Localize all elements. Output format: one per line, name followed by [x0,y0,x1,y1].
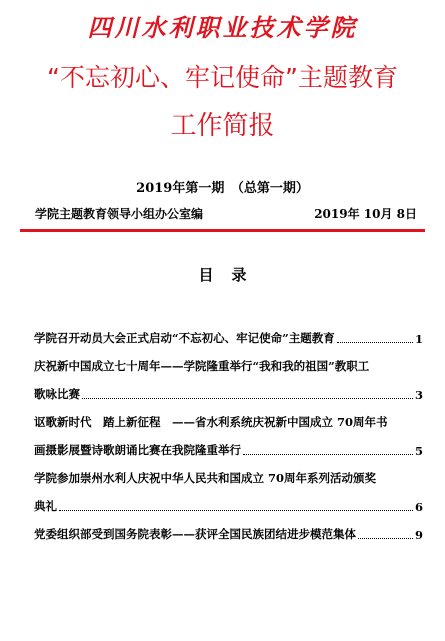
editor-row [35,205,417,222]
toc-entry[interactable] [34,346,423,374]
toc-entry-continuation[interactable] [34,486,423,514]
toc-leader-dots [59,510,413,511]
toc-entry-continuation[interactable] [34,430,423,458]
toc-entry-text: 画摄影展暨诗歌朗诵比赛在我院隆重举行 [34,443,241,457]
toc-page-number: 1 [414,332,423,346]
issue-number: 2019年第一期 （总第一期） [136,181,309,196]
toc-leader-dots [337,342,413,343]
issue-date: 2019年 10月 8日 [314,207,417,221]
toc-page-number: 9 [414,528,423,542]
toc-page-number: 3 [414,388,423,402]
red-divider [20,229,425,232]
toc-entry-text: 典礼 [34,499,57,513]
toc-page-number: 5 [414,444,423,458]
toc-leader-dots [82,398,413,399]
toc-entry-text: 学院参加崇州水利人庆祝中华人民共和国成立 70周年系列活动颁奖 [34,471,377,485]
toc-entry-continuation[interactable] [34,374,423,402]
college-name-logo: 四川水利职业技术学院 [87,13,358,42]
toc-entry-text: 讴歌新时代 踏上新征程 ——省水利系统庆祝新中国成立 70周年书 [34,415,388,429]
toc-leader-dots [358,538,413,539]
toc-entry-text: 党委组织部受到国务院表彰——获评全国民族团结进步模范集体 [34,527,356,541]
toc-entry-text: 学院召开动员大会正式启动“不忘初心、牢记使命”主题教育 [34,331,335,345]
toc-leader-dots [243,454,413,455]
table-of-contents [34,318,423,542]
briefing-title-line-1: “不忘初心、牢记使命”主题教育 [47,63,398,92]
toc-heading: 目录 [198,266,265,284]
editor-name: 学院主题教育领导小组办公室编 [35,207,204,221]
briefing-title-line-2: 工作简报 [170,111,275,141]
toc-entry-text: 庆祝新中国成立七十周年——学院隆重举行“我和我的祖国”教职工 [34,359,370,373]
toc-entry[interactable] [34,402,423,430]
toc-entry[interactable] [34,514,423,542]
toc-entry[interactable] [34,318,423,346]
toc-page-number: 6 [414,500,423,514]
toc-entry[interactable] [34,458,423,486]
toc-entry-text: 歌咏比赛 [34,387,80,401]
